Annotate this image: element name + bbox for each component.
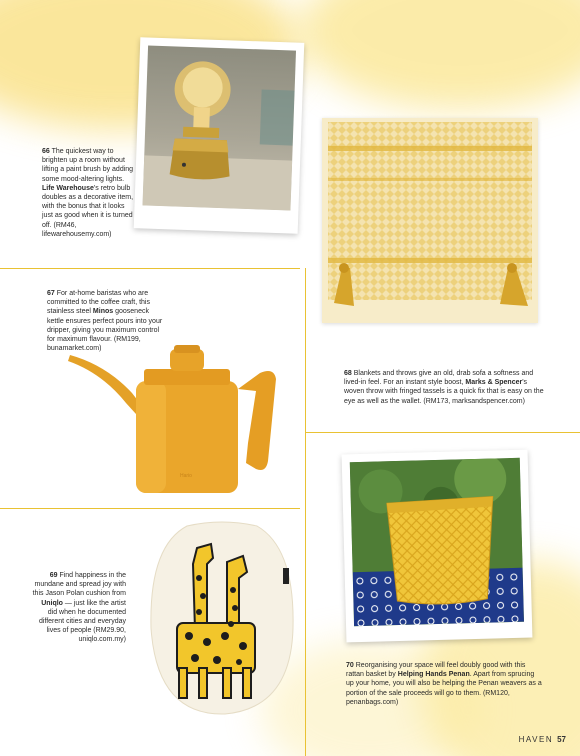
caption-70 — [346, 661, 544, 707]
gooseneck-kettle-icon — [62, 343, 292, 501]
yellow-wash-top-right — [300, 0, 580, 110]
caption-text: 's retro bulb doubles as a decorative item, with the bonus that it looks just as good when it is turned off. (RM46, lifewarehousemy.com) — [42, 184, 134, 238]
rattan-basket-icon — [350, 458, 524, 626]
caption-text: The quickest way to brighten up a room without lifting a paint brush by adding some mood-altering lights. — [42, 148, 134, 183]
polaroid-lamp — [134, 37, 305, 234]
divider-rule — [306, 432, 580, 433]
caption-text: gooseneck kettle ensures perfect pours into your dripper, giving you maximum control for maximum flavour. (RM199, bunamarket.com) — [47, 308, 163, 353]
giraffe-cushion-icon — [147, 518, 297, 718]
caption-68 — [344, 369, 544, 406]
polaroid-basket — [342, 450, 533, 643]
throw-photo-frame — [322, 118, 538, 323]
woven-throw-icon — [322, 118, 538, 323]
basket-photo — [350, 458, 524, 626]
caption-text: Blankets and throws give an old, drab sofa a softness and lived-in feel. For an instant style boost, — [344, 370, 534, 387]
kettle-brand-mark: Hario — [180, 473, 192, 479]
caption-69 — [30, 571, 126, 645]
magazine-name: HAVEN — [518, 735, 554, 744]
item-number: 69 — [49, 572, 58, 579]
item-number: 66 — [42, 148, 50, 155]
brand-name: Marks & Spencer — [465, 379, 523, 387]
item-number: 70 — [346, 662, 354, 669]
caption-text: 's woven throw with fringed tassels is a quick fix that is easy on the eye as well as the wallet. (RM173, marksandspencer.com) — [344, 379, 544, 405]
lamp-photo — [143, 45, 296, 210]
brand-name: Uniqlo — [41, 599, 63, 607]
divider-rule-vertical — [305, 268, 306, 756]
caption-66 — [42, 147, 134, 239]
page-footer — [519, 735, 566, 744]
item-number: 68 — [344, 370, 352, 377]
brand-name: Life Warehouse — [42, 184, 94, 192]
divider-rule — [0, 268, 300, 269]
caption-text: Reorganising your space will feel doubly good with this rattan basket by — [346, 662, 526, 679]
page-number: 57 — [557, 735, 566, 744]
brand-name: Helping Hands Penan — [397, 671, 470, 679]
caption-text: — just like the artist did when he documented different cities and everyday lives of people (RM29.90, uniqlo.com.my) — [38, 599, 126, 644]
brand-name: Minos — [92, 308, 114, 316]
caption-text: . Apart from sprucing up your home, you will also be helping the Penan weavers as a portion of the sale proceeds will go to them. (RM120, penanbags.com) — [346, 671, 542, 706]
divider-rule — [0, 508, 300, 509]
caption-text: For at-home baristas who are committed to the coffee craft, this stainless steel — [47, 290, 150, 316]
caption-text: Find happiness in the mundane and spread joy with this Jason Polan cushion from — [32, 572, 126, 598]
retro-bulb-lamp-icon — [143, 45, 296, 210]
item-number: 67 — [47, 290, 55, 297]
